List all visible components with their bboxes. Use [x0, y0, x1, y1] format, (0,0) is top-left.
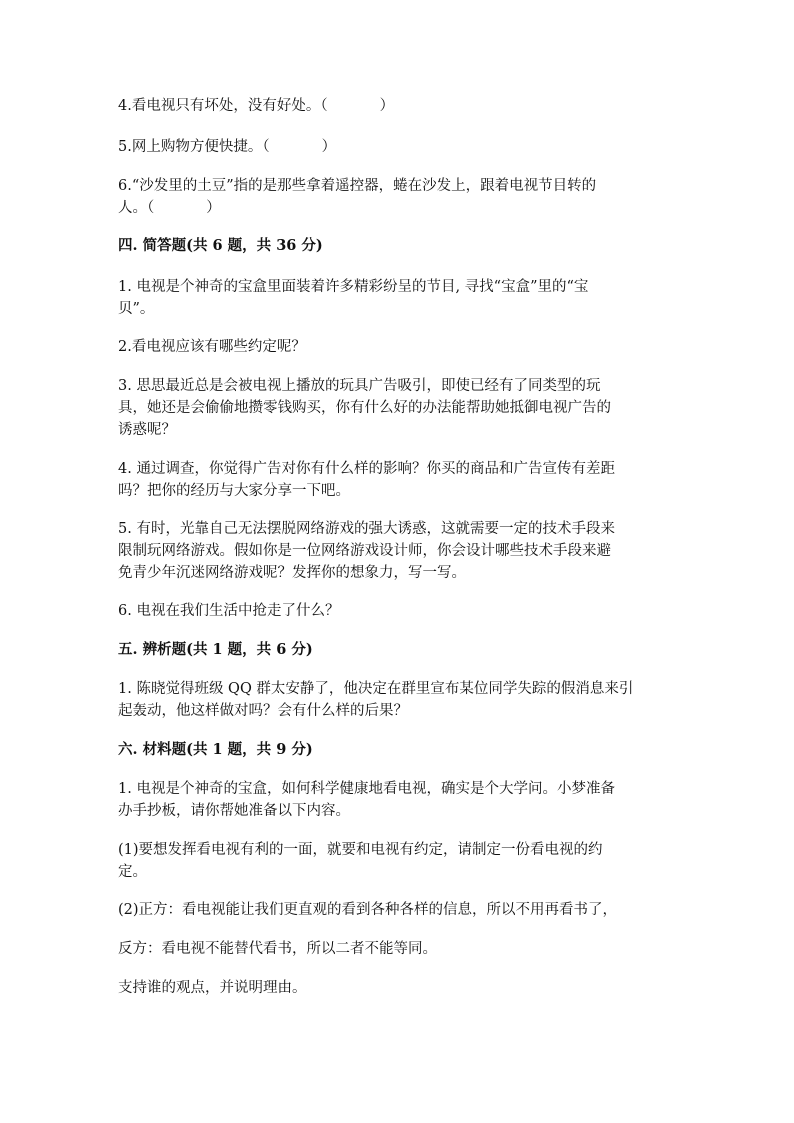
question-4-2-line-1: 2.看电视应该有哪些约定呢？	[118, 339, 306, 355]
question-6-1-part-4-line-1: 支持谁的观点，并说明理由。	[118, 980, 307, 996]
question-4-1-line-1: 1. 电视是个神奇的宝盒里面装着许多精彩纷呈的节目, 寻找“宝盒”里的“宝	[118, 279, 589, 295]
section-heading-analysis: 五. 辨析题(共 1 题，共 6 分)	[118, 641, 313, 658]
judgment-item-close: ）	[379, 98, 395, 114]
question-4-3-line-2: 具，她还是会偷偷地攒零钱购买，你有什么好的办法能帮助她抵御电视广告的	[118, 400, 611, 416]
judgment-item-4	[118, 95, 678, 117]
question-5-1-line-2: 起轰动，他这样做对吗？会有什么样的后果？	[118, 703, 408, 719]
question-4-4-line-1: 4. 通过调查，你觉得广告对你有什么样的影响？你买的商品和广告宣传有差距	[118, 461, 615, 477]
judgment-item-close: ）	[206, 200, 221, 216]
question-6-1-line-1: 1. 电视是个神奇的宝盒，如何科学健康地看电视，确实是个大学问。小梦准备	[118, 781, 615, 797]
judgment-item-6-line-1: 6.“沙发里的土豆”指的是那些拿着遥控器，蜷在沙发上，跟着电视节目转的	[118, 178, 597, 194]
question-5-1-line-1: 1. 陈晓觉得班级 QQ 群太安静了，他决定在群里宣布某位同学失踪的假消息来引	[118, 681, 634, 697]
question-4-4-line-2: 吗？把你的经历与大家分享一下吧。	[118, 483, 350, 499]
question-4-5-line-2: 限制玩网络游戏。假如你是一位网络游戏设计师，你会设计哪些技术手段来避	[118, 543, 611, 559]
judgment-item-6-line-2	[118, 197, 678, 219]
question-6-1-part-1-line-2: 定。	[118, 864, 147, 880]
judgment-item-5	[118, 136, 678, 158]
question-4-6-line-1: 6. 电视在我们生活中抢走了什么？	[118, 603, 340, 619]
judgment-item-text: 人。（	[118, 200, 155, 216]
section-heading-material: 六. 材料题(共 1 题，共 9 分)	[118, 741, 313, 758]
question-6-1-part-3-line-1: 反方：看电视不能替代看书，所以二者不能等同。	[118, 941, 437, 957]
section-heading-short-answer: 四. 简答题(共 6 题，共 36 分)	[118, 237, 323, 254]
question-4-3-line-1: 3. 思思最近总是会被电视上播放的玩具广告吸引，即使已经有了同类型的玩	[118, 378, 601, 394]
question-4-5-line-1: 5. 有时，光靠自己无法摆脱网络游戏的强大诱惑，这就需要一定的技术手段来	[118, 521, 615, 537]
question-6-1-part-2-line-1: (2)正方：看电视能让我们更直观的看到各种各样的信息，所以不用再看书了，	[118, 902, 618, 918]
judgment-item-text: 5.网上购物方便快捷。（	[118, 139, 270, 155]
question-4-3-line-3: 诱惑呢？	[118, 422, 176, 438]
question-4-5-line-3: 免青少年沉迷网络游戏呢？发挥你的想象力，写一写。	[118, 565, 466, 581]
judgment-item-close: ）	[321, 139, 337, 155]
question-4-1-line-2: 贝”。	[118, 301, 155, 317]
question-6-1-part-1-line-1: (1)要想发挥看电视有利的一面，就要和电视有约定，请制定一份看电视的约	[118, 842, 603, 858]
question-6-1-line-2: 办手抄板，请你帮她准备以下内容。	[118, 803, 350, 819]
judgment-item-text: 4.看电视只有坏处，没有好处。（	[118, 98, 328, 114]
